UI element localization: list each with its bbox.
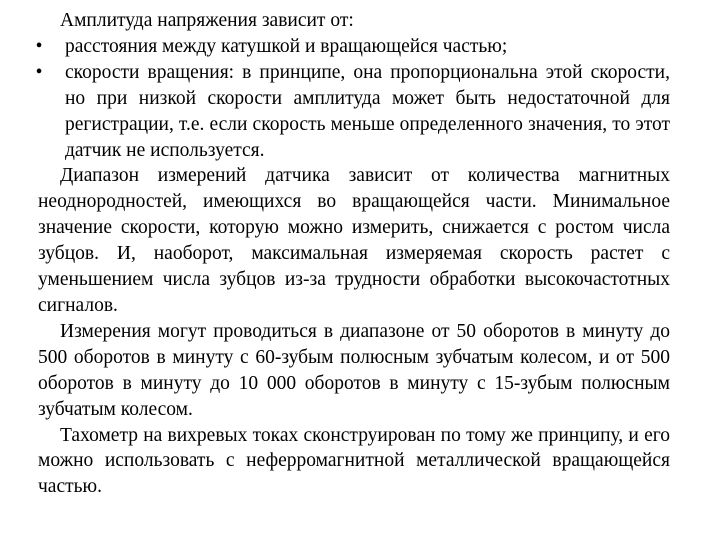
document-page: [35, 8, 670, 500]
bullet-item-distance: [35, 34, 670, 60]
bullet-icon: •: [35, 61, 43, 83]
paragraph-eddy-current-tachometer: Тахометр на вихревых токах сконструирован по тому же принципу, и его можно использовать с неферромагнитной металлической вращающейся частью.: [38, 424, 670, 498]
bullet-list: [35, 34, 670, 164]
bullet-item-speed: [35, 60, 670, 164]
paragraph-rpm-ranges: Измерения могут проводиться в диапазоне от 50 оборотов в минуту до 500 оборотов в минуту с 60-зубым полюсным зубчатым колесом, и от 500 оборотов в минуту до 10 000 оборотов в минуту с 15-зубым полюсным зубчатым колесом.: [38, 320, 670, 420]
bullet-text-speed: скорости вращения: в принципе, она пропорциональна этой скорости, но при низкой скорости амплитуда может быть недостаточной для регистрации, т.е. если скорость меньше определенного значения, то этот датчик не используется.: [65, 61, 670, 161]
paragraph-measurement-range: Диапазон измерений датчика зависит от количества магнитных неоднородностей, имеющихся во вращающейся части. Минимальное значение скорости, которую можно измерить, снижается с ростом числа зубцов. И, наоборот, максимальная измеряемая скорость растет с уменьшением числа зубцов из-за трудности обработки высокочастотных сигналов.: [38, 165, 670, 316]
intro-line: Амплитуда напряжения зависит от:: [60, 10, 354, 31]
bullet-text-distance: расстояния между катушкой и вращающейся частью;: [65, 35, 508, 57]
bullet-icon: •: [35, 35, 43, 57]
